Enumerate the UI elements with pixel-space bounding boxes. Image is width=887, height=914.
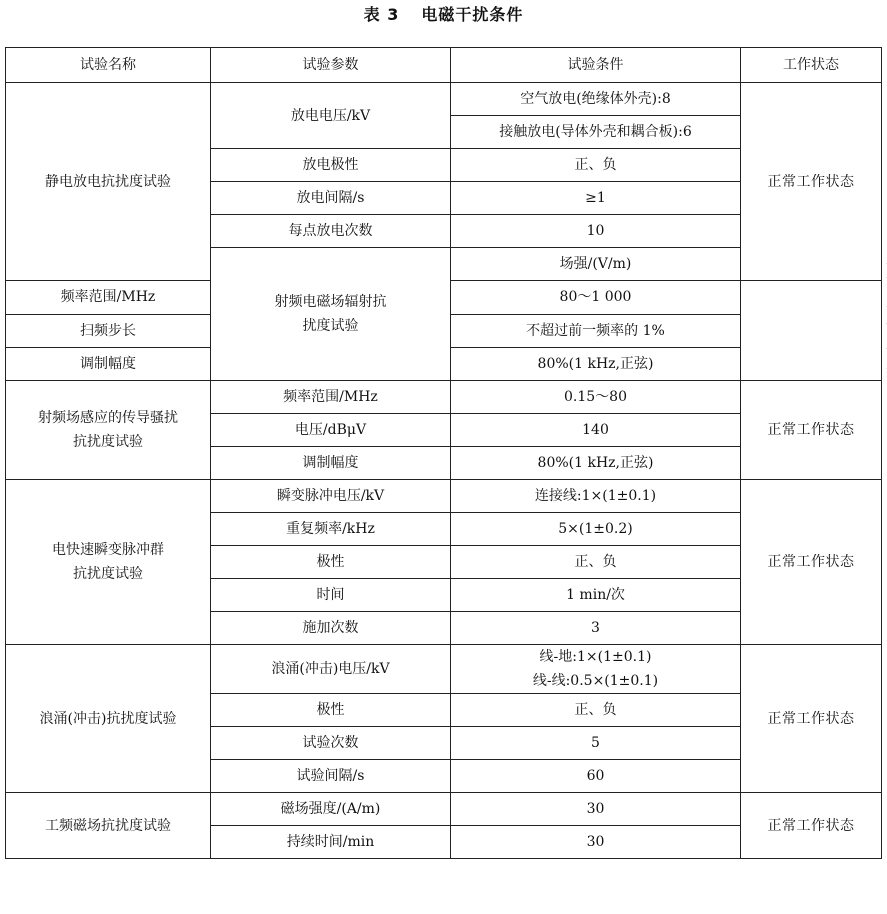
condition-cell: 5 xyxy=(451,727,741,760)
condition-cell: 空气放电(绝缘体外壳):8 xyxy=(451,83,741,116)
test-name-line: 射频电磁场辐射抗 xyxy=(274,294,387,310)
test-name-line: 扰度试验 xyxy=(302,318,359,334)
param-cell: 场强/(V/m) xyxy=(451,248,741,281)
param-cell: 放电电压/kV xyxy=(211,83,451,149)
header-test-name: 试验名称 xyxy=(6,48,211,83)
param-cell: 瞬变脉冲电压/kV xyxy=(211,480,451,513)
test-name-cell xyxy=(6,381,211,480)
table-number: 表 3 xyxy=(363,5,400,24)
test-name-line: 抗扰度试验 xyxy=(73,434,143,450)
condition-cell: 80%(1 kHz,正弦) xyxy=(451,447,741,480)
condition-cell: 0.15～80 xyxy=(451,381,741,414)
status-cell: 正常工作状态 xyxy=(741,645,882,793)
status-cell: 正常工作状态 xyxy=(741,83,882,281)
condition-cell: 正、负 xyxy=(451,149,741,182)
table-name: 电磁干扰条件 xyxy=(421,5,524,24)
condition-cell: 接触放电(导体外壳和耦合板):6 xyxy=(451,116,741,149)
param-cell: 重复频率/kHz xyxy=(211,513,451,546)
param-cell: 施加次数 xyxy=(211,612,451,645)
param-cell: 调制幅度 xyxy=(6,347,211,380)
condition-line: 线-地:1×(1±0.1) xyxy=(539,649,652,665)
test-name: 浪涌(冲击)抗扰度试验 xyxy=(39,710,177,727)
condition-cell: 60 xyxy=(451,760,741,793)
condition-cell: 3 xyxy=(451,612,741,645)
table-row xyxy=(6,381,882,414)
condition-cell: 30 xyxy=(451,826,741,859)
param-cell: 放电间隔/s xyxy=(211,182,451,215)
emc-conditions-table xyxy=(5,47,882,859)
table-row xyxy=(6,645,882,694)
param-cell: 频率范围/MHz xyxy=(6,281,211,314)
test-name-cell xyxy=(211,248,451,381)
param-cell: 调制幅度 xyxy=(211,447,451,480)
param-cell: 频率范围/MHz xyxy=(211,381,451,414)
condition-cell: 80～1 000 xyxy=(451,281,741,314)
test-name-line: 射频场感应的传导骚扰 xyxy=(38,410,178,426)
param-cell: 极性 xyxy=(211,546,451,579)
param-cell: 试验间隔/s xyxy=(211,760,451,793)
param-cell: 放电极性 xyxy=(211,149,451,182)
param-cell: 每点放电次数 xyxy=(211,215,451,248)
test-name-cell xyxy=(6,793,211,859)
test-name: 静电放电抗扰度试验 xyxy=(45,173,171,190)
param-cell: 时间 xyxy=(211,579,451,612)
condition-cell: 10 xyxy=(451,215,741,248)
header-work-status: 工作状态 xyxy=(741,48,882,83)
condition-cell: 80%(1 kHz,正弦) xyxy=(451,347,741,380)
test-name: 工频磁场抗扰度试验 xyxy=(45,817,171,834)
param-cell: 极性 xyxy=(211,694,451,727)
status-cell: 正常工作状态 xyxy=(741,480,882,645)
condition-cell: 正、负 xyxy=(451,694,741,727)
condition-cell: 不超过前一频率的 1% xyxy=(451,314,741,347)
condition-cell xyxy=(451,645,741,694)
condition-cell: 连接线:1×(1±0.1) xyxy=(451,480,741,513)
param-cell: 电压/dBμV xyxy=(211,414,451,447)
condition-cell: 5×(1±0.2) xyxy=(451,513,741,546)
condition-cell: 30 xyxy=(451,793,741,826)
table-title xyxy=(0,4,887,26)
param-cell: 持续时间/min xyxy=(211,826,451,859)
param-cell: 浪涌(冲击)电压/kV xyxy=(211,645,451,694)
test-name-cell xyxy=(6,480,211,645)
table-row xyxy=(6,480,882,513)
param-cell: 扫频步长 xyxy=(6,314,211,347)
test-name-cell xyxy=(6,645,211,793)
condition-line: 线-线:0.5×(1±0.1) xyxy=(532,673,659,689)
table-row xyxy=(6,83,882,116)
table-row xyxy=(6,793,882,826)
header-test-param: 试验参数 xyxy=(211,48,451,83)
condition-cell: 140 xyxy=(451,414,741,447)
test-name-line: 抗扰度试验 xyxy=(73,566,143,582)
condition-cell: 1 min/次 xyxy=(451,579,741,612)
header-test-condition: 试验条件 xyxy=(451,48,741,83)
condition-cell: ≥1 xyxy=(451,182,741,215)
status-cell: 正常工作状态 xyxy=(741,381,882,480)
test-name-cell xyxy=(6,83,211,281)
condition-cell: 正、负 xyxy=(451,546,741,579)
param-cell: 磁场强度/(A/m) xyxy=(211,793,451,826)
test-name-line: 电快速瞬变脉冲群 xyxy=(52,542,164,558)
table-header-row xyxy=(6,48,882,83)
param-cell: 试验次数 xyxy=(211,727,451,760)
status-cell: 正常工作状态 xyxy=(741,793,882,859)
